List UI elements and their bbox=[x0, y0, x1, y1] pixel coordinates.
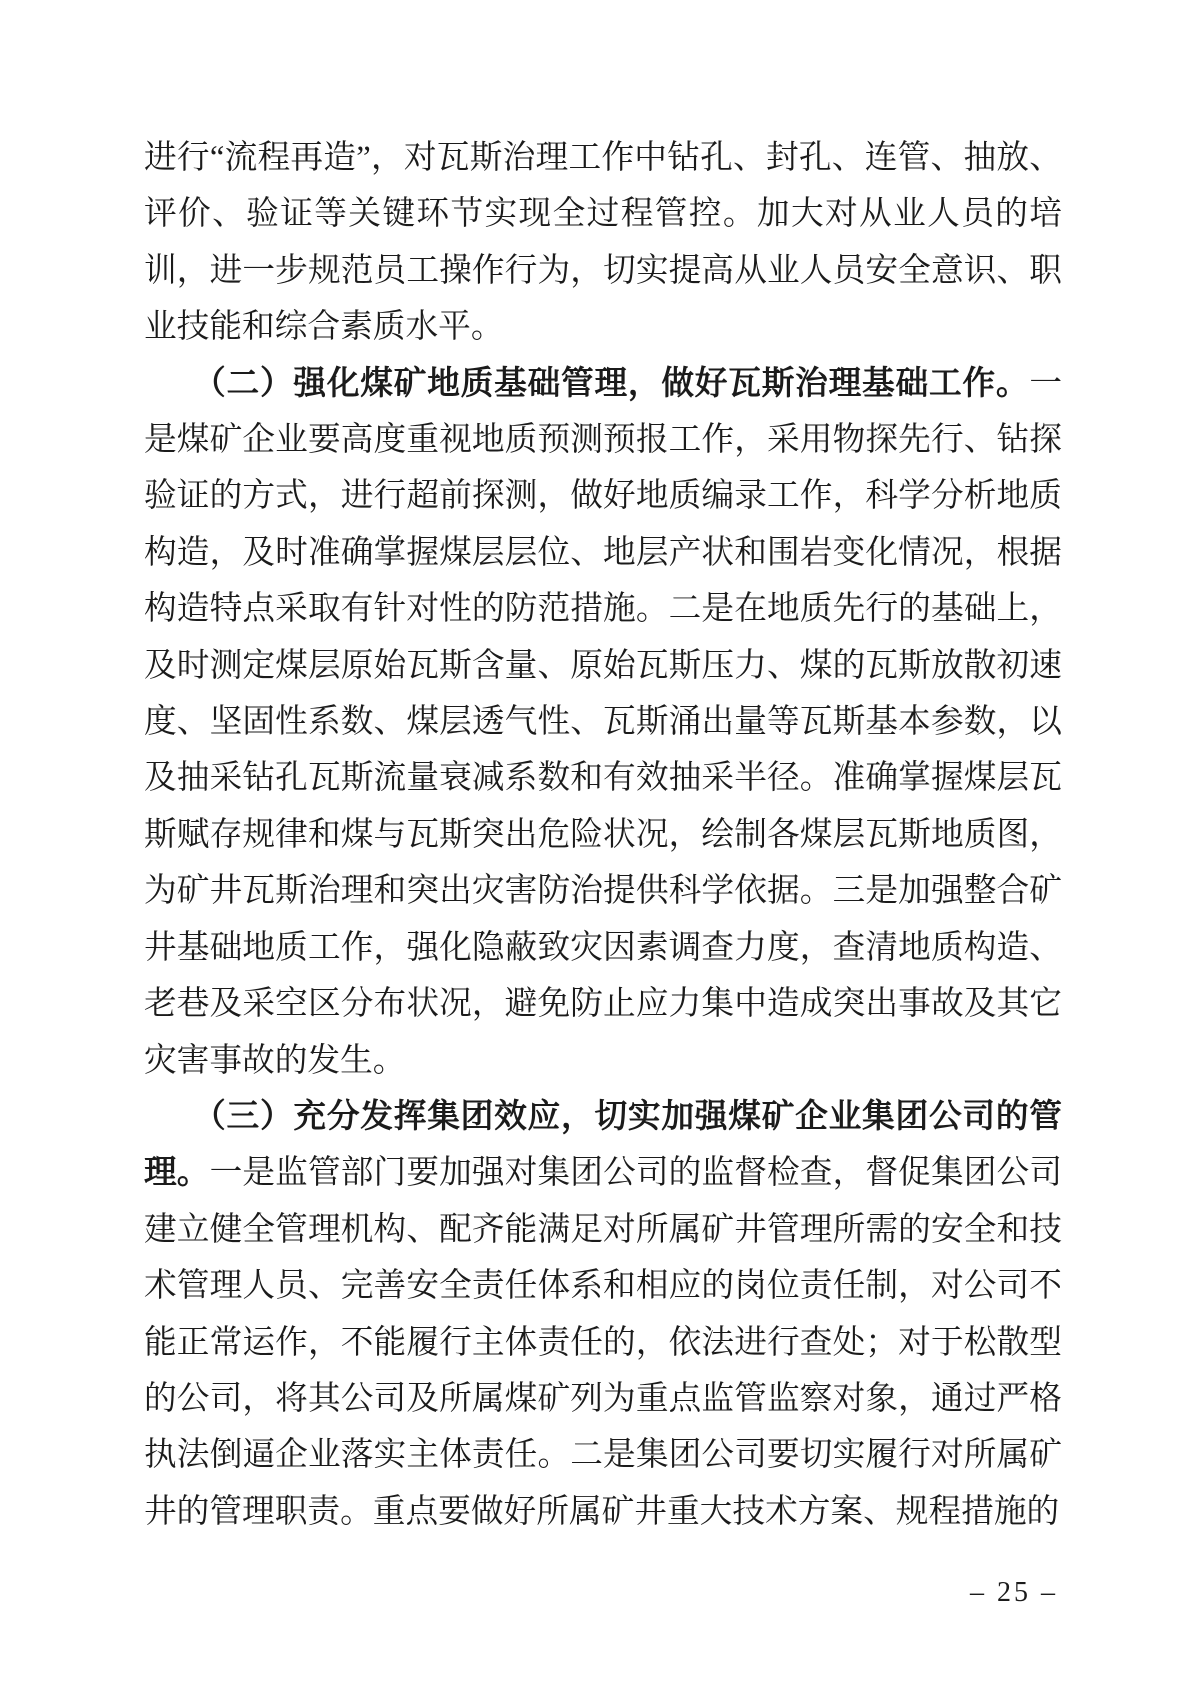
section-heading: （三）充分发挥集团效应，切实加强煤矿企业集团公司的管理。 bbox=[144, 1098, 1062, 1192]
paragraph bbox=[144, 1089, 1062, 1540]
document-body bbox=[144, 130, 1062, 1540]
section-heading: （二）强化煤矿地质基础管理，做好瓦斯治理基础工作。 bbox=[193, 365, 1030, 402]
text-segment: 进行“流程再造”，对瓦斯治理工作中钻孔、封孔、连管、抽放、评价、验证等关键环节实现全过程管控。加大对从业人员的培训，进一步规范员工操作行为，切实提高从业人员安全意识、职业技能和综合素质水平。 bbox=[144, 140, 1062, 346]
text-segment: 一是煤矿企业要高度重视地质预测预报工作，采用物探先行、钻探验证的方式，进行超前探测，做好地质编录工作，科学分析地质构造，及时准确掌握煤层层位、地层产状和围岩变化情况，根据构造特点采取有针对性的防范措施。二是在地质先行的基础上，及时测定煤层原始瓦斯含量、原始瓦斯压力、煤的瓦斯放散初速度、坚固性系数、煤层透气性、瓦斯涌出量等瓦斯基本参数，以及抽采钻孔瓦斯流量衰减系数和有效抽采半径。准确掌握煤层瓦斯赋存规律和煤与瓦斯突出危险状况，绘制各煤层瓦斯地质图，为矿井瓦斯治理和突出灾害防治提供科学依据。三是加强整合矿井基础地质工作，强化隐蔽致灾因素调查力度，查清地质构造、老巷及采空区分布状况，避免防止应力集中造成突出事故及其它灾害事故的发生。 bbox=[144, 365, 1062, 1079]
paragraph bbox=[144, 356, 1062, 1089]
text-segment: 一是监管部门要加强对集团公司的监督检查，督促集团公司建立健全管理机构、配齐能满足对所属矿井管理所需的安全和技术管理人员、完善安全责任体系和相应的岗位责任制，对公司不能正常运作，不能履行主体责任的，依法进行查处；对于松散型的公司，将其公司及所属煤矿列为重点监管监察对象，通过严格执法倒逼企业落实主体责任。二是集团公司要切实履行对所属矿井的管理职责。重点要做好所属矿井重大技术方案、规程措施的 bbox=[144, 1155, 1063, 1530]
paragraph bbox=[144, 130, 1062, 356]
page-number: – 25 – bbox=[970, 1577, 1058, 1608]
